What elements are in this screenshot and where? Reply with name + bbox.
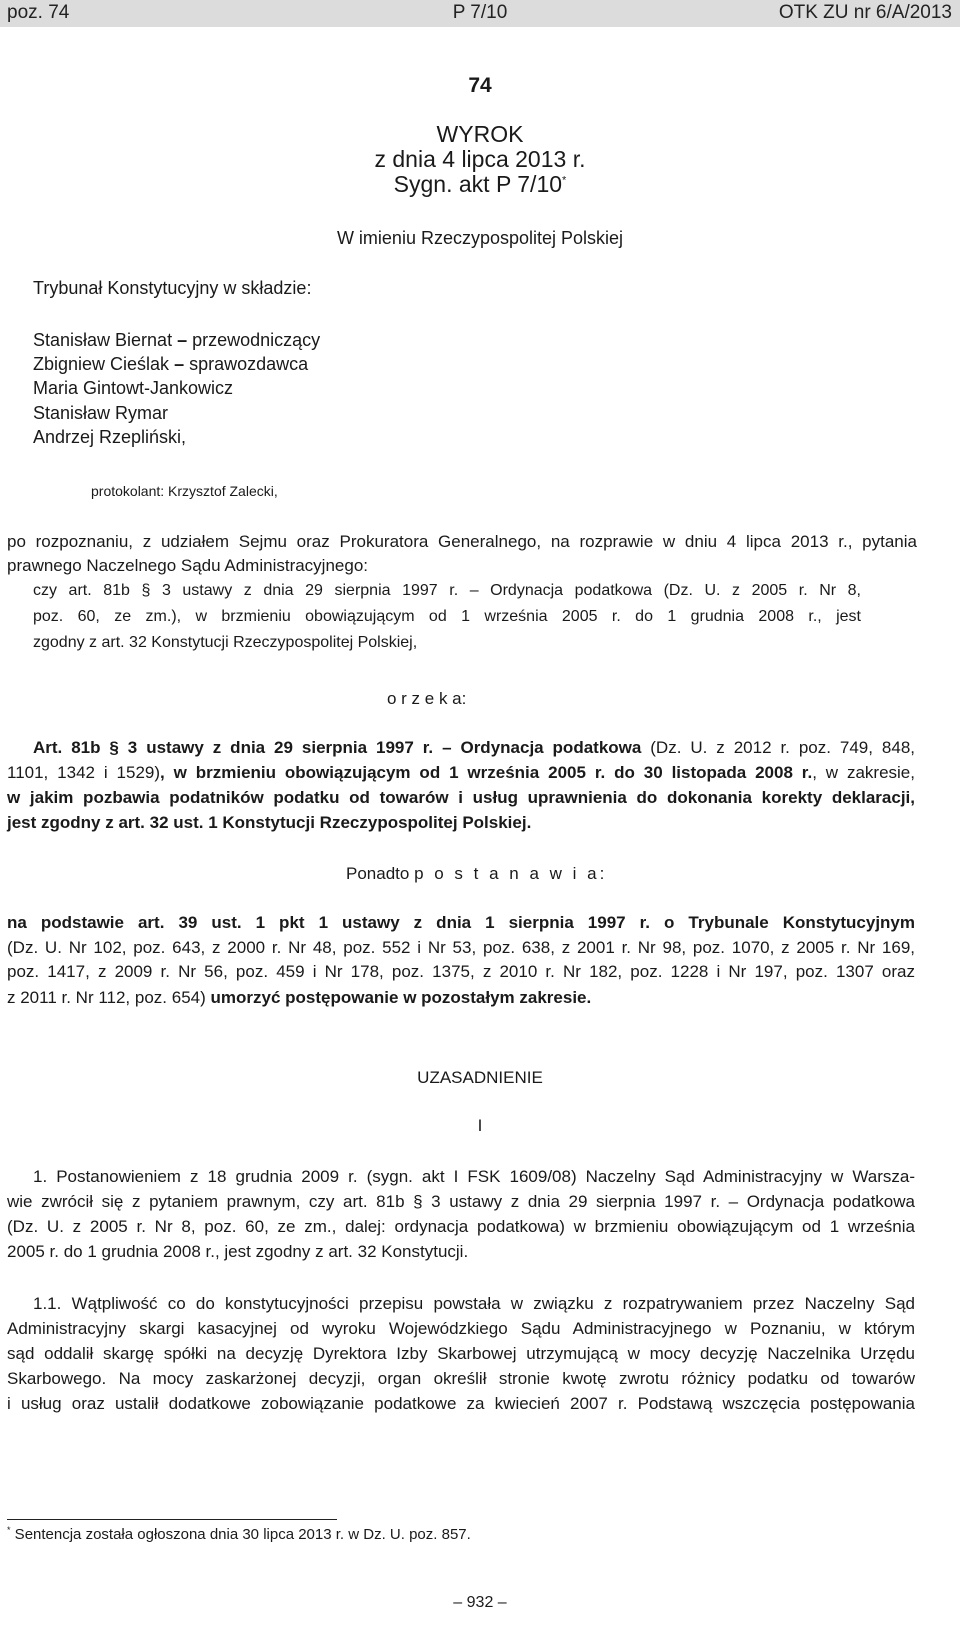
decides-heading — [346, 864, 607, 884]
running-header — [0, 0, 960, 27]
ruling-text: 1101, 1342 i 1529) — [7, 763, 161, 782]
judge-role: przewodniczący — [187, 330, 321, 350]
footnote-separator — [7, 1519, 337, 1520]
header-right: OTK ZU nr 6/A/2013 — [778, 2, 952, 23]
decides-word: p o s t a n a w i a: — [414, 864, 608, 883]
document-date: z dnia 4 lipca 2013 r. — [374, 146, 586, 172]
decision-text: z 2011 r. Nr 112, poz. 654) — [7, 988, 211, 1007]
dash: – — [177, 330, 188, 350]
paragraph-line: Administracyjny skargi kasacyjnej od wyroku Wojewódzkiego Sądu Administracyjnego w Poznaniu, w którym — [7, 1319, 915, 1338]
document-title: WYROK — [436, 121, 524, 147]
judge-name: Zbigniew Cieślak — [33, 354, 175, 374]
tribunal-composition-label: Trybunał Konstytucyjny w składzie: — [33, 278, 312, 298]
decision-bold: umorzyć postępowanie w pozostałym zakresie. — [210, 988, 592, 1007]
intro-line: po rozpoznaniu, z udziałem Sejmu oraz Prokuratora Generalnego, na rozprawie w dniu 4 lipca 2013 r., pytania — [7, 532, 917, 551]
paragraph-line: Skarbowego. Na mocy zaskarżonej decyzji, organ określił stronie kwotę zwrotu różnicy podatku od towarów — [7, 1369, 915, 1388]
paragraph-line: sąd oddalił skargę spółki na decyzję Dyrektora Izby Skarbowej utrzymującą w mocy decyzję Naczelnika Urzędu — [7, 1344, 915, 1363]
judge-4: Stanisław Rymar — [33, 403, 169, 423]
header-center: P 7/10 — [452, 2, 508, 23]
ruling-text: , w zakresie, — [812, 763, 915, 782]
justification-heading: UZASADNIENIE — [417, 1068, 543, 1087]
case-signature-text: Sygn. akt P 7/10 — [393, 171, 563, 197]
ruling-line — [33, 738, 915, 758]
decision-line: na podstawie art. 39 ust. 1 pkt 1 ustawy z dnia 1 sierpnia 1997 r. o Trybunale Konstytucyjnym — [7, 913, 915, 932]
judge-role: sprawozdawca — [184, 354, 309, 374]
court-reporter: protokolant: Krzysztof Zalecki, — [91, 483, 278, 499]
ruling-bold: Art. 81b § 3 ustawy z dnia 29 sierpnia 1997 r. – Ordynacja podatkowa — [33, 738, 642, 757]
page-number: – 932 – — [453, 1594, 507, 1611]
judge-rapporteur — [33, 354, 308, 375]
ruling-text: (Dz. U. z 2012 r. poz. 749, 848, — [641, 738, 915, 757]
document-number: 74 — [468, 74, 492, 97]
dash: – — [174, 354, 185, 374]
paragraph-line: 2005 r. do 1 grudnia 2008 r., jest zgodny z art. 32 Konstytucji. — [7, 1242, 469, 1261]
question-line: poz. 60, ze zm.), w brzmieniu obowiązującym od 1 września 2005 r. do 1 grudnia 2008 r., jest — [33, 608, 861, 625]
footnote-mark: * — [7, 1525, 11, 1535]
decision-line: poz. 1417, z 2009 r. Nr 56, poz. 459 i Nr 178, poz. 1375, z 2010 r. Nr 182, poz. 1228 i Nr 197, poz. 1307 oraz — [7, 962, 915, 981]
judge-presiding — [33, 330, 320, 351]
footnote — [7, 1525, 471, 1543]
question-line: czy art. 81b § 3 ustawy z dnia 29 sierpnia 1997 r. – Ordynacja podatkowa (Dz. U. z 2005 r. Nr 8, — [33, 582, 861, 599]
footnote-text: Sentencja została ogłoszona dnia 30 lipca 2013 r. w Dz. U. poz. 857. — [10, 1526, 471, 1543]
adjudicates-heading: o r z e k a: — [387, 689, 467, 708]
paragraph-line: (Dz. U. z 2005 r. Nr 8, poz. 60, ze zm., dalej: ordynacja podatkowa) w brzmieniu obowiązującym od 1 września — [7, 1217, 915, 1236]
question-line: zgodny z art. 32 Konstytucji Rzeczypospolitej Polskiej, — [33, 634, 418, 651]
paragraph-line: i usług oraz ustalił dodatkowe zobowiązanie podatkowe za kwiecień 2007 r. Podstawą wszczęcia postępowania — [7, 1394, 915, 1413]
paragraph-line: wie zwrócił się z pytaniem prawnym, czy art. 81b § 3 ustawy z dnia 29 sierpnia 1997 r. – Ordynacja podatkowa — [7, 1192, 915, 1211]
paragraph-line: 1.1. Wątpliwość co do konstytucyjności przepisu powstała w związku z rozpatrywaniem przez Naczelny Sąd — [33, 1294, 915, 1313]
decision-line — [7, 988, 591, 1008]
header-left: poz. 74 — [7, 2, 70, 23]
ruling-line — [7, 763, 915, 783]
case-signature — [0, 171, 960, 198]
ruling-bold: , w brzmieniu obowiązującym od 1 września 2005 r. do 30 listopada 2008 r. — [160, 763, 813, 782]
decision-line: (Dz. U. Nr 102, poz. 643, z 2000 r. Nr 48, poz. 552 i Nr 53, poz. 638, z 2001 r. Nr 98, poz. 1070, z 2005 r. Nr 169, — [7, 938, 915, 957]
paragraph-line: 1. Postanowieniem z 18 grudnia 2009 r. (sygn. akt I FSK 1609/08) Naczelny Sąd Administracyjny w Warsza- — [33, 1167, 915, 1186]
intro-line: prawnego Naczelnego Sądu Administracyjnego: — [7, 556, 369, 575]
ruling-line: w jakim pozbawia podatników podatku od towarów i usług uprawnienia do dokonania korekty deklaracji, — [7, 788, 915, 807]
judge-3: Maria Gintowt-Jankowicz — [33, 378, 234, 398]
in-the-name-line: W imieniu Rzeczypospolitej Polskiej — [336, 228, 624, 248]
ruling-line: jest zgodny z art. 32 ust. 1 Konstytucji Rzeczypospolitej Polskiej. — [7, 813, 532, 832]
case-signature-footnote-mark: * — [562, 174, 567, 187]
judge-name: Stanisław Biernat — [33, 330, 178, 350]
judge-5: Andrzej Rzepliński, — [33, 427, 187, 447]
section-number: I — [477, 1116, 483, 1135]
decides-prefix: Ponadto — [346, 864, 415, 883]
